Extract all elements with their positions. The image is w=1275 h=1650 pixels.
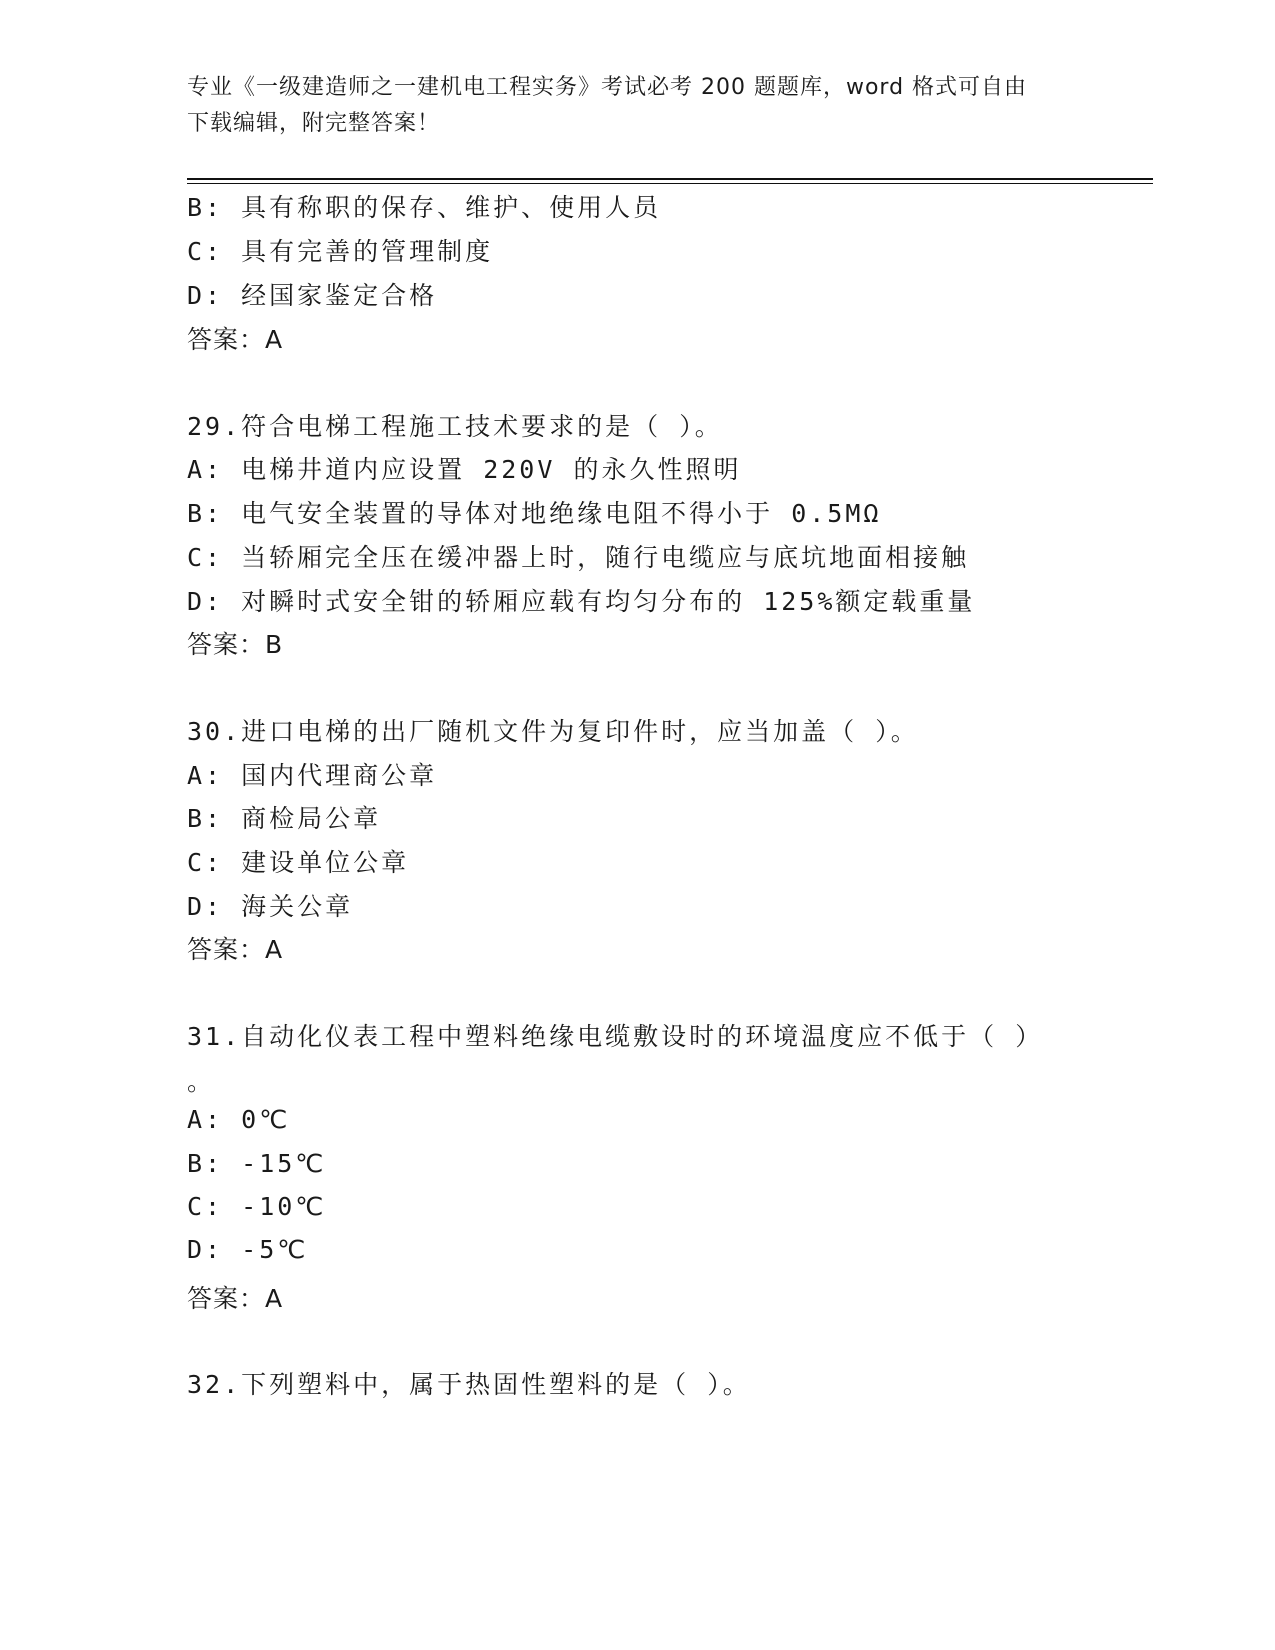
q31-option-a: A: 0℃ — [187, 1105, 291, 1134]
q30-option-c: C: 建设单位公章 — [187, 848, 410, 877]
header-line-2: 下载编辑，附完整答案！ — [187, 111, 441, 136]
q28-option-d: D: 经国家鉴定合格 — [187, 281, 438, 310]
q30-option-a: A: 国内代理商公章 — [187, 761, 438, 790]
q29-option-a: A: 电梯井道内应设置 220V 的永久性照明 — [187, 455, 742, 484]
q29-option-c: C: 当轿厢完全压在缓冲器上时，随行电缆应与底坑地面相接触 — [187, 543, 970, 572]
header-line-1: 专业《一级建造师之一建机电工程实务》考试必考 200 题题库，word 格式可自由 — [187, 75, 1028, 100]
q30-answer: 答案：A — [187, 935, 284, 964]
q31-option-c: C: -10℃ — [187, 1192, 327, 1221]
q30-question: 30.进口电梯的出厂随机文件为复印件时，应当加盖（ ）。 — [187, 717, 919, 746]
q28-answer: 答案：A — [187, 325, 284, 354]
q31-question-end: 。 — [187, 1067, 216, 1096]
q31-option-b: B: -15℃ — [187, 1149, 327, 1178]
q29-answer: 答案：B — [187, 630, 284, 659]
header-divider-thick — [187, 178, 1153, 180]
q31-option-d: D: -5℃ — [187, 1235, 309, 1264]
q31-question: 31.自动化仪表工程中塑料绝缘电缆敷设时的环境温度应不低于（ ） — [187, 1022, 1044, 1051]
q29-question: 29.符合电梯工程施工技术要求的是（ ）。 — [187, 412, 723, 441]
q30-option-b: B: 商检局公章 — [187, 804, 382, 833]
q29-option-d: D: 对瞬时式安全钳的轿厢应载有均匀分布的 125%额定载重量 — [187, 587, 976, 616]
document-header — [187, 70, 1087, 142]
q30-option-d: D: 海关公章 — [187, 892, 354, 921]
q29-option-b: B: 电气安全装置的导体对地绝缘电阻不得小于 0.5MΩ — [187, 499, 882, 528]
q28-option-b: B: 具有称职的保存、维护、使用人员 — [187, 193, 662, 222]
q32-question: 32.下列塑料中，属于热固性塑料的是（ ）。 — [187, 1370, 751, 1399]
q31-answer: 答案：A — [187, 1284, 284, 1313]
q28-option-c: C: 具有完善的管理制度 — [187, 237, 494, 266]
header-divider-thin — [187, 183, 1153, 184]
